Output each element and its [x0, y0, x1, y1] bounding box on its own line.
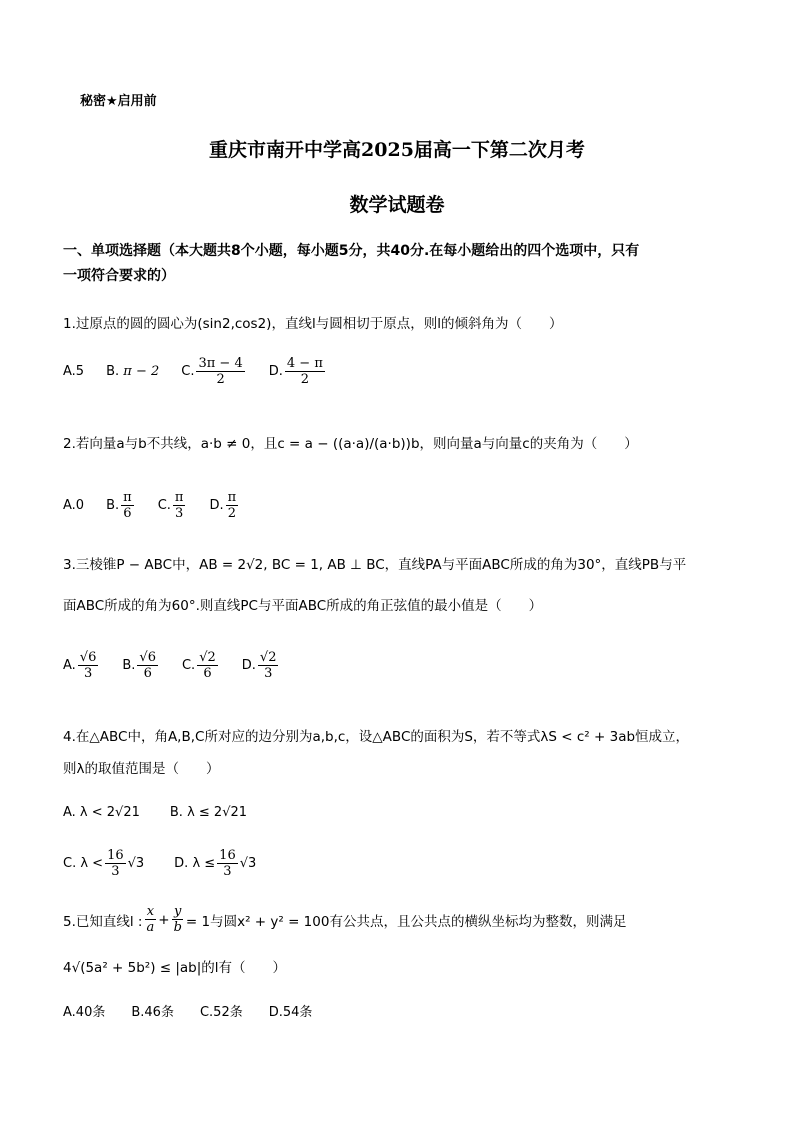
q3-option-c: C. $\frac{√2}{6}$: [181, 650, 216, 681]
q2-option-d: D. $\frac{\pi}{2}$: [209, 490, 237, 521]
q4-option-d: D. λ ≤ $\frac{16}{3}$ √3: [174, 848, 257, 879]
question-2-stem: 2.若向量a与b不共线，a·b ≠ 0，且c = a − ((a·a)/(a·b))b，则向量a与向量c的夹角为（ ）: [63, 436, 638, 452]
question-3-stem-line1: 3.三棱锥P − ABC中，AB = 2√2, BC = 1, AB ⊥ BC，直线PA与平面ABC所成的角为30°，直线PB与平: [63, 557, 687, 573]
q5-option-b: B.46条: [131, 1005, 174, 1020]
q5-frac-y: $\frac{y}{b}$: [173, 904, 182, 935]
question-1-options: [63, 356, 327, 387]
q3-option-d: D. $\frac{√2}{3}$: [241, 650, 277, 681]
q1-option-a: A.5: [63, 364, 85, 379]
question-5-stem-line1: 5.已知直线l : $\frac{x}{a}$ + $\frac{y}{b}$ = 1与圆x² + y² = 100有公共点，且公共点的横纵坐标均为整数，则满足: [63, 904, 627, 935]
question-2-options: [63, 490, 240, 521]
question-5-stem-line2: 4√(5a² + 5b²) ≤ |ab|的l有（ ）: [63, 960, 287, 976]
question-4-options-row1: [63, 805, 247, 820]
exam-title: 重庆市南开中学高2025届高一下第二次月考: [209, 139, 585, 161]
q4-option-b: B. λ ≤ 2√21: [169, 805, 248, 820]
section-heading-line2: 一项符合要求的）: [63, 268, 175, 284]
question-1-stem: 1.过原点的圆的圆心为(sin2,cos2)，直线l与圆相切于原点，则l的倾斜角为（ ）: [63, 316, 563, 332]
q2-option-b: B. $\frac{\pi}{6}$: [106, 490, 132, 521]
q1-option-b: B. π − 2: [106, 364, 160, 379]
confidential-mark: 秘密★启用前: [80, 94, 157, 109]
section-heading-line1: 一、单项选择题（本大题共8个小题，每小题5分，共40分.在每小题给出的四个选项中，只有: [63, 243, 640, 259]
question-4-stem-line1: 4.在△ABC中，角A,B,C所对应的边分别为a,b,c，设△ABC的面积为S，若不等式λS < c² + 3ab恒成立，: [63, 729, 690, 745]
q1-option-d: D. $\frac{4 - \pi}{2}$: [268, 356, 323, 387]
q1-option-c: C. $\frac{3\pi - 4}{2}$: [181, 356, 243, 387]
q4-option-c: C. λ < $\frac{16}{3}$ √3: [63, 848, 145, 879]
question-4-stem-line2: 则λ的取值范围是（ ）: [63, 761, 220, 777]
q5-option-a: A.40条: [63, 1005, 106, 1020]
q5-frac-x: $\frac{x}{a}$: [146, 904, 155, 935]
exam-subtitle: 数学试题卷: [349, 194, 445, 216]
q4-option-a: A. λ < 2√21: [63, 805, 140, 820]
q2-option-c: C. $\frac{\pi}{3}$: [157, 490, 184, 521]
q5-option-d: D.54条: [268, 1005, 313, 1020]
q3-option-b: B. $\frac{√6}{6}$: [122, 650, 156, 681]
q3-option-a: A. $\frac{√6}{3}$: [63, 650, 97, 681]
question-5-options: [63, 1001, 312, 1020]
question-4-options-row2: [63, 848, 256, 879]
q5-option-c: C.52条: [199, 1005, 243, 1020]
question-3-stem-line2: 面ABC所成的角为60°.则直线PC与平面ABC所成的角正弦值的最小值是（ ）: [63, 598, 543, 614]
question-3-options: [63, 650, 280, 681]
q2-option-a: A.0: [63, 498, 85, 513]
